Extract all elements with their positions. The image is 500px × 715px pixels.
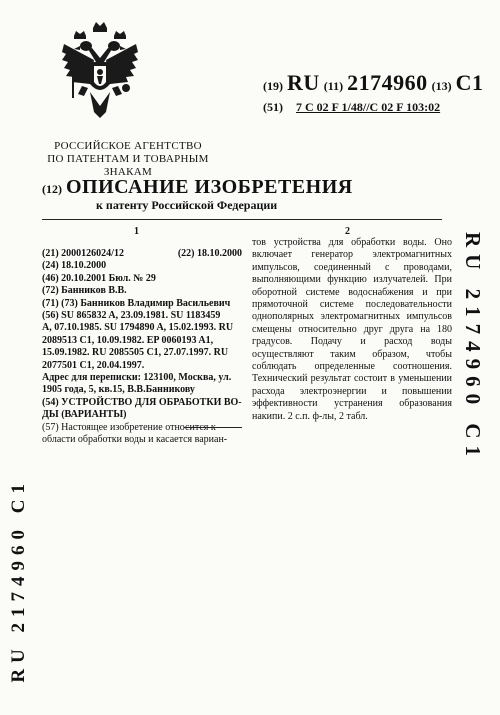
- abstract-start-2: области обработки воды и касается вариан-: [42, 434, 228, 446]
- application-number: (21) 2000126024/12: [42, 248, 124, 259]
- filing-date: (22) 18.10.2000: [177, 248, 242, 259]
- vertical-code-right: RU 2174960 C1: [461, 232, 485, 463]
- invention-title-2: ДЫ (ВАРИАНТЫ): [42, 409, 127, 421]
- abstract-end-rule: [184, 427, 242, 428]
- column-number-left: 1: [134, 226, 139, 237]
- document-title: [42, 176, 353, 199]
- ipc-row: [263, 100, 440, 115]
- address-2: 1905 года, 5, кв.15, В.В.Банникову: [42, 384, 195, 396]
- inid-11: (11): [323, 79, 344, 93]
- ipc-classification: 7 C 02 F 1/48//C 02 F 103:02: [296, 100, 441, 114]
- column-number-right: 2: [345, 226, 350, 237]
- references-3: 2089513 C1, 10.09.1982. EP 0060193 A1,: [42, 334, 214, 346]
- abstract-continuation: тов устройства для обработки воды. Оно включает генератор электромагнитных импульсов, соединенный с проводами, выполняющими функцию излучателей. При оборотной системе водоснабжения и при прямоточной системе последовательности однополярных электромагнитных импульсов смещены относительно друг друга на 180 градусов. Подачу и расход воды осуществляют таким образом, чтобы соблюдать определенные соотношения. Технический результат состоит в уменьшении расхода электроэнергии и повышении эффективности устранения образования накипи. 2 с.п. ф-лы, 2 табл.: [252, 237, 452, 422]
- patent-header-codes: [263, 70, 484, 96]
- publication-date: (46) 20.10.2001 Бюл. № 29: [42, 272, 156, 284]
- references-4: 15.09.1982. RU 2085505 C1, 27.07.1997. RU: [42, 347, 229, 359]
- references-5: 2077501 C1, 20.04.1997.: [42, 359, 145, 371]
- invention-title-1: (54) УСТРОЙСТВО ДЛЯ ОБРАБОТКИ ВО-: [42, 396, 242, 408]
- inid-12: (12): [42, 182, 62, 196]
- vertical-code-left: RU 2174960 C1: [8, 478, 29, 683]
- priority-date: (24) 18.10.2000: [42, 260, 107, 272]
- patent-number: 2174960: [347, 70, 428, 95]
- inid-19: (19): [263, 79, 283, 93]
- inid-13: (13): [431, 79, 452, 93]
- coat-of-arms-icon: [60, 22, 140, 134]
- references-1: (56) SU 865832 A, 23.09.1981. SU 1183459: [42, 310, 221, 322]
- application-line: [42, 248, 242, 260]
- document-subtitle: к патенту Российской Федерации: [96, 198, 278, 212]
- divider: [42, 219, 442, 220]
- bibliographic-data: [42, 248, 242, 447]
- country-code: RU: [287, 70, 320, 95]
- agency-line-1: РОССИЙСКОЕ АГЕНТСТВО: [54, 140, 202, 152]
- agency-name: [22, 140, 234, 179]
- abstract-start-1: (57) Настоящее изобретение относится к: [42, 421, 216, 433]
- agency-line-2: ПО ПАТЕНТАМ И ТОВАРНЫМ ЗНАКАМ: [47, 153, 209, 178]
- author: (72) Банников В.В.: [42, 285, 127, 297]
- references-2: A, 07.10.1985. SU 1794890 A, 15.02.1993. RU: [42, 322, 234, 334]
- inid-51: (51): [263, 100, 283, 114]
- address-1: Адрес для переписки: 123100, Москва, ул.: [42, 372, 232, 384]
- owner: (71) (73) Банников Владимир Васильевич: [42, 297, 231, 309]
- kind-code: C1: [455, 70, 484, 95]
- title-text: ОПИСАНИЕ ИЗОБРЕТЕНИЯ: [66, 176, 353, 198]
